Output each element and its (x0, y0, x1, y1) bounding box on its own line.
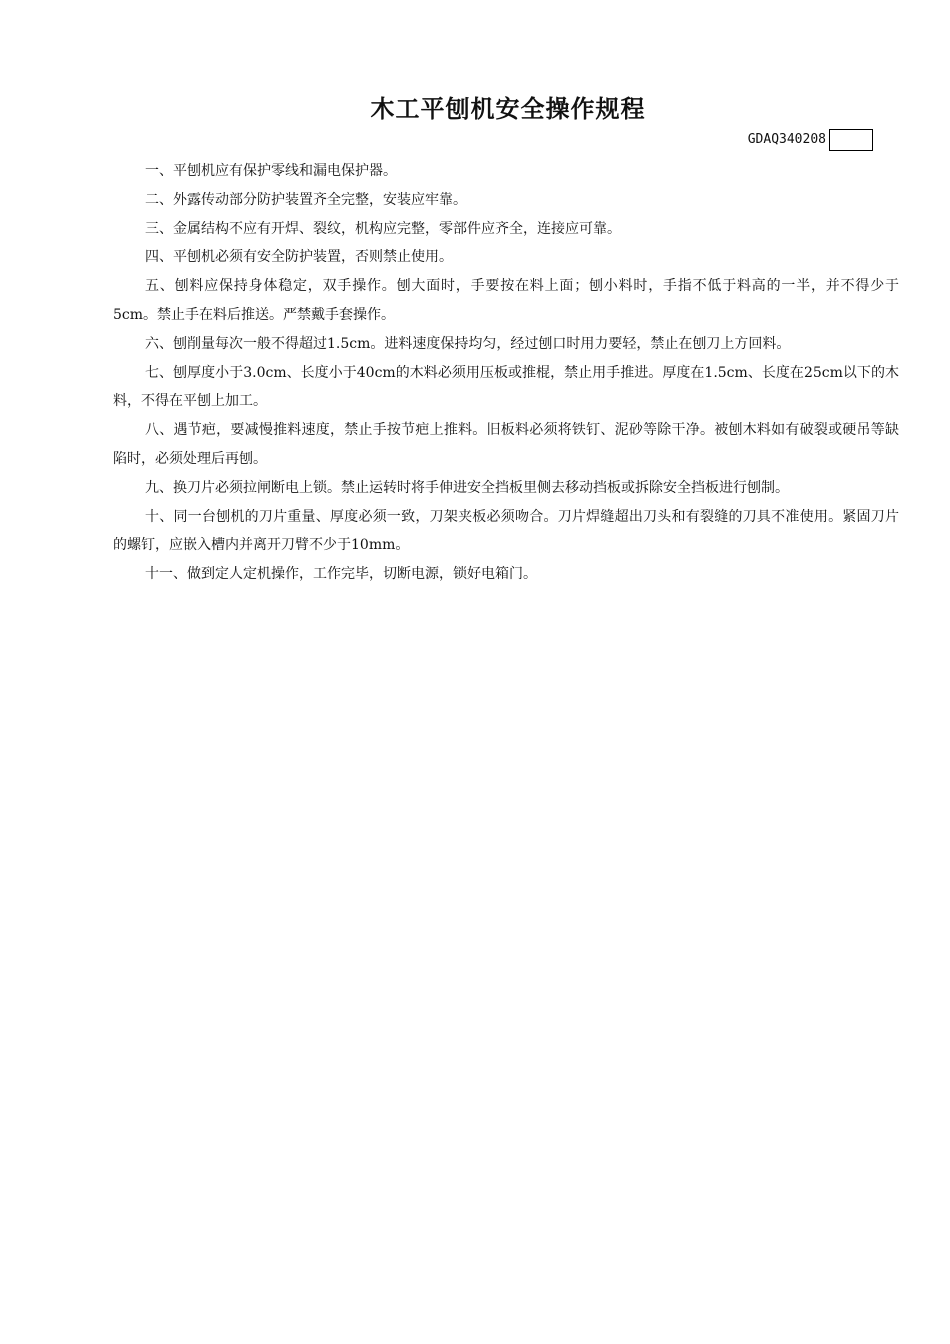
clause-2: 二、外露传动部分防护装置齐全完整，安装应牢靠。 (145, 191, 467, 208)
clause-8: 八、遇节疤，要减慢推料速度，禁止手按节疤上推料。旧板料必须将铁钉、泥砂等除干净。被刨木料如有破裂或硬吊等缺陷时，必须处理后再刨。 (113, 422, 899, 467)
clause-1: 一、平刨机应有保护零线和漏电保护器。 (145, 163, 397, 179)
clause-5: 五、刨料应保持身体稳定，双手操作。刨大面时，手要按在料上面；刨小料时，手指不低于料高的一半，并不得少于5cm。禁止手在料后推送。严禁戴手套操作。 (113, 278, 899, 323)
document-title: 木工平刨机安全操作规程 (370, 95, 646, 123)
document-body (113, 157, 899, 589)
clause-7: 七、刨厚度小于3.0cm、长度小于40cm的木料必须用压板或推棍，禁止用手推进。厚度在1.5cm、长度在25cm以下的木料，不得在平刨上加工。 (113, 364, 899, 410)
clause-11: 十一、做到定人定机操作，工作完毕，切断电源，锁好电箱门。 (145, 566, 537, 583)
clause-6: 六、刨削量每次一般不得超过1.5cm。进料速度保持均匀，经过刨口时用力要轻，禁止在刨刀上方回料。 (145, 335, 791, 352)
document-code: GDAQ340208 (747, 132, 826, 147)
clause-3: 三、金属结构不应有开焊、裂纹，机构应完整，零部件应齐全，连接应可靠。 (145, 220, 621, 237)
clause-4: 四、平刨机必须有安全防护装置，否则禁止使用。 (145, 249, 453, 266)
document-code-row (748, 129, 873, 151)
clause-10: 十、同一台刨机的刀片重量、厚度必须一致，刀架夹板必须吻合。刀片焊缝超出刀头和有裂缝的刀具不准使用。紧固刀片的螺钉，应嵌入槽内并离开刀臂不少于10mm。 (113, 508, 899, 554)
clause-9: 九、换刀片必须拉闸断电上锁。禁止运转时将手伸进安全挡板里侧去移动挡板或拆除安全挡板进行刨制。 (145, 479, 789, 496)
code-suffix-box (829, 129, 873, 151)
